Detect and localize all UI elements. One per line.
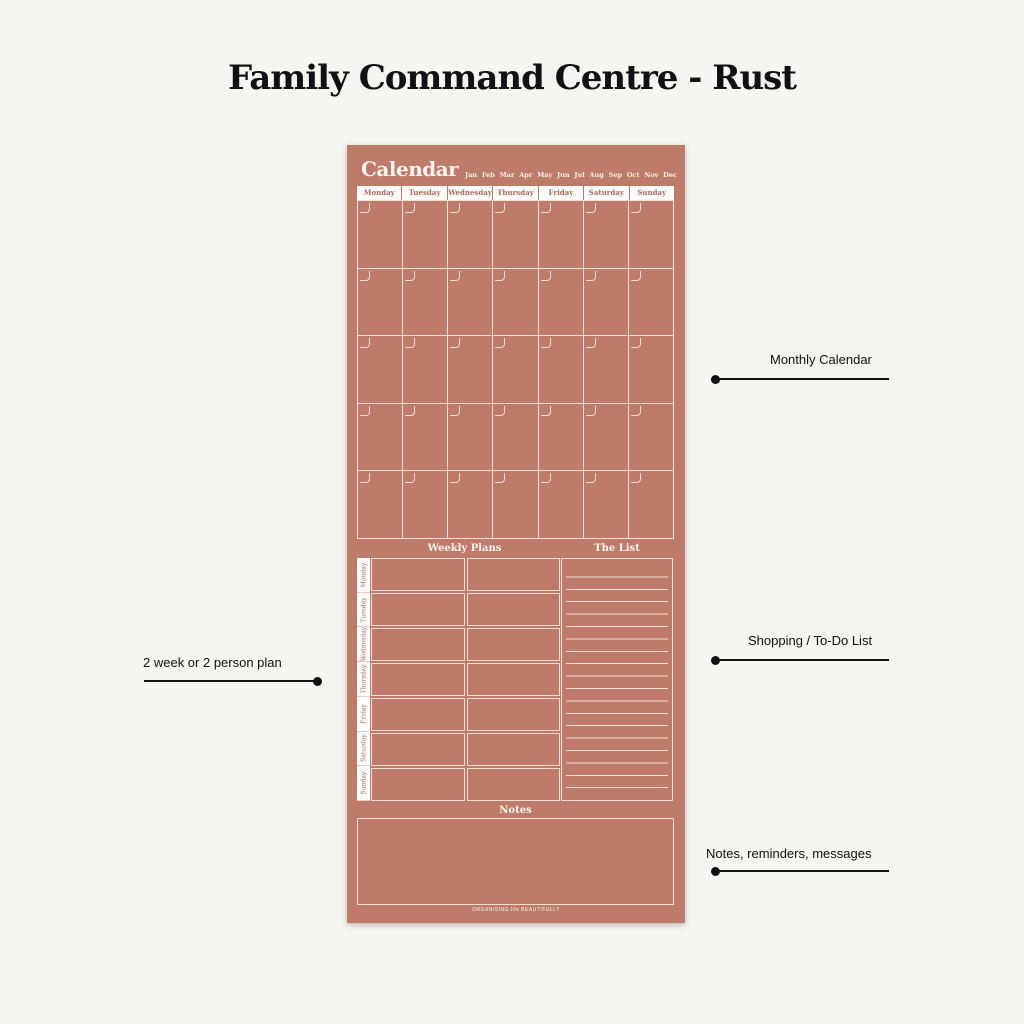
annotation-dot: [313, 677, 322, 686]
command-centre-board: [347, 145, 685, 923]
month-label: Mar: [499, 171, 515, 179]
calendar-day-cell: [448, 269, 492, 336]
weekly-plan-cell: [467, 593, 561, 626]
calendar-day-cell: [584, 404, 628, 471]
weekday-label: Wednesday: [448, 186, 492, 200]
calendar-day-cell: [539, 201, 583, 268]
weekly-plan-cell: [371, 733, 465, 766]
weekday-label: Saturday: [584, 186, 628, 200]
calendar-day-cell: [584, 201, 628, 268]
weekly-plan-cell: [467, 733, 561, 766]
calendar-day-cell: [629, 404, 673, 471]
month-label: Jul: [574, 171, 585, 179]
weekly-plan-cell: [371, 768, 465, 801]
weekday-tab: Sunday: [357, 766, 370, 801]
month-label: Oct: [626, 171, 640, 179]
annotation-line: [714, 378, 889, 380]
calendar-day-cell: [584, 336, 628, 403]
calendar-day-cell: [493, 269, 537, 336]
list-lines: [566, 565, 668, 794]
weekly-plan-cell: [467, 663, 561, 696]
weekday-tabs: [357, 558, 370, 801]
page-title: Family Command Centre - Rust: [227, 58, 797, 98]
annotation-monthly-calendar: Monthly Calendar: [770, 352, 872, 367]
annotation-plan: 2 week or 2 person plan: [143, 655, 282, 670]
calendar-day-cell: [629, 201, 673, 268]
calendar-day-cell: [629, 269, 673, 336]
month-label: Jun: [557, 171, 570, 179]
the-list-box: [561, 558, 673, 801]
weekly-plan-cell: [371, 663, 465, 696]
calendar-grid: [357, 200, 674, 539]
calendar-day-cell: [403, 201, 447, 268]
annotation-line: [144, 680, 318, 682]
calendar-day-cell: [539, 404, 583, 471]
weekly-plan-cell: [371, 628, 465, 661]
calendar-day-cell: [358, 269, 402, 336]
weekly-plan-cell: [467, 628, 561, 661]
annotation-line: [714, 870, 889, 872]
calendar-day-cell: [448, 201, 492, 268]
weekly-plan-cell: [467, 698, 561, 731]
annotation-line: [714, 659, 889, 661]
notes-box: [357, 818, 674, 905]
weekday-tab: Tuesday: [357, 593, 370, 628]
calendar-day-cell: [584, 471, 628, 538]
weekday-tab: Friday: [357, 697, 370, 732]
brand-logo: ORGANISING life BEAUTIFULLY: [472, 907, 560, 913]
calendar-day-cell: [584, 269, 628, 336]
month-label: Aug: [589, 171, 604, 179]
weekday-label: Friday: [539, 186, 583, 200]
month-label: Feb: [481, 171, 495, 179]
annotation-shopping-list: Shopping / To-Do List: [748, 633, 873, 648]
calendar-day-cell: [448, 404, 492, 471]
weekday-label: Tuesday: [402, 186, 446, 200]
weekday-label: Thursday: [493, 186, 537, 200]
weekly-plans-grid: [371, 558, 560, 801]
weekly-plan-cell: [467, 558, 561, 591]
month-label: May: [537, 171, 553, 179]
calendar-day-cell: [539, 269, 583, 336]
calendar-day-cell: [493, 201, 537, 268]
weekday-tab: Saturday: [357, 732, 370, 767]
weekday-label: Sunday: [630, 186, 674, 200]
calendar-day-cell: [358, 201, 402, 268]
weekly-plan-cell: [371, 558, 465, 591]
month-label: Dec: [663, 171, 677, 179]
weekday-label: Monday: [357, 186, 401, 200]
weekly-plan-cell: [371, 698, 465, 731]
weekday-tab: Wednesday: [357, 627, 370, 662]
calendar-day-cell: [448, 336, 492, 403]
month-row: [465, 171, 677, 179]
notes-title: Notes: [499, 805, 532, 816]
calendar-day-cell: [629, 471, 673, 538]
weekly-plans-title: Weekly Plans: [427, 543, 502, 554]
calendar-day-cell: [403, 471, 447, 538]
calendar-day-cell: [493, 336, 537, 403]
weekly-plan-cell: [371, 593, 465, 626]
month-label: Nov: [644, 171, 659, 179]
calendar-day-cell: [358, 336, 402, 403]
calendar-day-cell: [358, 471, 402, 538]
calendar-day-cell: [448, 471, 492, 538]
weekday-tab: Monday: [357, 558, 370, 593]
month-label: Sep: [608, 171, 623, 179]
calendar-day-cell: [493, 404, 537, 471]
weekly-plan-cell: [467, 768, 561, 801]
calendar-day-cell: [358, 404, 402, 471]
calendar-day-cell: [539, 471, 583, 538]
list-title: The List: [594, 543, 640, 554]
calendar-day-cell: [403, 336, 447, 403]
calendar-day-cell: [493, 471, 537, 538]
weekday-header: [357, 186, 674, 200]
month-label: Apr: [519, 171, 533, 179]
annotation-notes: Notes, reminders, messages: [706, 846, 872, 861]
month-label: Jan: [465, 171, 478, 179]
calendar-day-cell: [539, 336, 583, 403]
calendar-day-cell: [403, 269, 447, 336]
calendar-day-cell: [403, 404, 447, 471]
weekday-tab: Thursday: [357, 662, 370, 697]
calendar-title: Calendar: [361, 157, 459, 181]
calendar-day-cell: [629, 336, 673, 403]
